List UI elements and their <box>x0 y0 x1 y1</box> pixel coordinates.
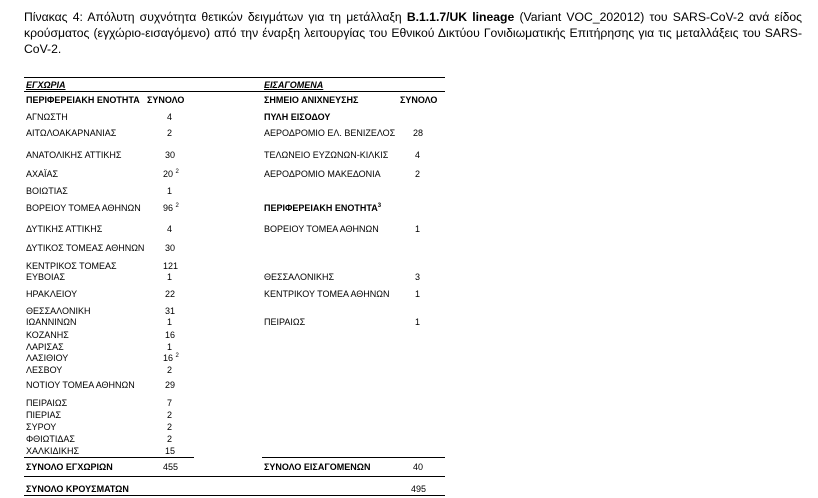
table-row <box>26 224 102 234</box>
table-row-value: 7 <box>167 398 173 408</box>
table-row <box>26 112 68 122</box>
region-name: ΣΥΡΟΥ <box>26 422 57 432</box>
region-name: ΛΑΡΙΣΑΣ <box>26 342 64 352</box>
table-row-value: 2 <box>167 422 173 432</box>
imported-total-rule <box>262 457 445 458</box>
table-row <box>26 380 135 390</box>
list-item: ΒΟΡΕΙΟΥ ΤΟΜΕΑ ΑΘΗΝΩΝ <box>264 224 379 234</box>
table-row <box>26 272 65 282</box>
region-name: ΦΘΙΩΤΙΔΑΣ <box>26 434 75 444</box>
region-name: ΠΕΙΡΑΙΩΣ <box>26 398 68 408</box>
imported-col-point: ΣΗΜΕΙΟ ΑΝΙΧΝΕΥΣΗΣ <box>264 95 359 105</box>
region-name: ΑΧΑΪΑΣ <box>26 169 59 179</box>
table-row-value: 2 <box>167 434 173 444</box>
caption-suffix: (Variant VOC_202012) του SARS-CoV-2 ανά είδος κρούσματος (εγχώριο-εισαγόμενο) από την έναρξη λειτουργίας του Εθνικού Δικτύου Γονιδιωματικής Επιτήρησης για τις μεταλλάξεις του SARS-CoV-2. <box>24 10 802 56</box>
table-row-value: 4 <box>167 224 173 234</box>
table-row-value: 15 <box>165 446 176 456</box>
caption-prefix: Πίνακας 4: Απόλυτη συχνότητα θετικών δειγμάτων για τη μετάλλαξη <box>24 10 407 24</box>
table-row-value: 30 <box>165 150 176 160</box>
table-row-value: 16 <box>165 330 176 340</box>
imported-col-total: ΣΥΝΟΛΟ <box>400 95 438 105</box>
region-name: ΑΙΤΩΛΟΑΚΑΡΝΑΝΙΑΣ <box>26 128 117 138</box>
region-name: ΕΥΒΟΙΑΣ <box>26 272 66 282</box>
region-name: ΗΡΑΚΛΕΙΟΥ <box>26 289 78 299</box>
table-row <box>26 169 58 179</box>
region-name: ΝΟΤΙΟΥ ΤΟΜΕΑ ΑΘΗΝΩΝ <box>26 380 135 390</box>
list-item-value: 3 <box>415 272 421 282</box>
list-item: ΑΕΡΟΔΡΟΜΙΟ ΜΑΚΕΔΟΝΙΑ <box>264 169 381 179</box>
region-name: ΘΕΣΣΑΛΟΝΙΚΗ <box>26 306 91 316</box>
caption-lineage: B.1.1.7/UK lineage <box>406 10 515 24</box>
table-row <box>26 353 68 363</box>
entry-heading: ΠΥΛΗ ΕΙΣΟΔΟΥ <box>264 112 331 122</box>
list-item-value: 1 <box>415 289 421 299</box>
region-name: ΚΕΝΤΡΙΚΟΣ ΤΟΜΕΑΣ <box>26 261 117 271</box>
list-item: ΘΕΣΣΑΛΟΝΙΚΗΣ <box>264 272 335 282</box>
table-row-value: 30 <box>165 243 176 253</box>
list-item-value: 28 <box>413 128 424 138</box>
domestic-col-total: ΣΥΝΟΛΟ <box>147 95 185 105</box>
table-row <box>26 434 75 444</box>
domestic-total-label: ΣΥΝΟΛΟ ΕΓΧΩΡΙΩΝ <box>26 462 113 472</box>
table-row <box>26 203 141 213</box>
table-row <box>26 150 122 160</box>
region-name: ΧΑΛΚΙΔΙΚΗΣ <box>26 446 80 456</box>
table-row-value: 1 <box>167 342 173 352</box>
list-item: ΑΕΡΟΔΡΟΜΙΟ ΕΛ. ΒΕΝΙΖΕΛΟΣ <box>264 128 396 138</box>
region-name: ΑΓΝΩΣΤΗ <box>26 112 68 122</box>
table-row <box>26 410 61 420</box>
table-row <box>26 342 64 352</box>
list-item: ΠΕΙΡΑΙΩΣ <box>264 317 306 327</box>
list-item-value: 1 <box>415 317 421 327</box>
table-row <box>26 330 69 340</box>
table-row <box>26 261 117 271</box>
table-row <box>26 289 77 299</box>
region-name: ΚΟΖΑΝΗΣ <box>26 330 69 340</box>
table-row-value: 29 <box>165 380 176 390</box>
imported-total-label: ΣΥΝΟΛΟ ΕΙΣΑΓΟΜΕΝΩΝ <box>264 462 371 472</box>
table-row <box>26 446 79 456</box>
table-row-value: 96 $^2$ <box>163 203 179 213</box>
table-row <box>26 398 67 408</box>
table-row <box>26 365 62 375</box>
list-item-value: 2 <box>415 169 421 179</box>
table-row <box>26 317 76 327</box>
region-heading: ΠΕΡΙΦΕΡΕΙΑΚΗ ΕΝΟΤΗΤΑ$^3$ <box>264 203 382 213</box>
grand-total-label: ΣΥΝΟΛΟ ΚΡΟΥΣΜΑΤΩΝ <box>26 484 129 494</box>
imported-total-value: 40 <box>413 462 424 472</box>
table-row <box>26 422 56 432</box>
table-row <box>26 186 68 196</box>
grand-total-rule-bottom <box>24 495 445 496</box>
table-row-value: 22 <box>165 289 176 299</box>
domestic-col-region: ΠΕΡΙΦΕΡΕΙΑΚΗ ΕΝΟΤΗΤΑ <box>26 95 140 105</box>
region-name: ΑΝΑΤΟΛΙΚΗΣ ΑΤΤΙΚΗΣ <box>26 150 122 160</box>
table-row-value: 2 <box>167 410 173 420</box>
table-row-value: 16 $^2$ <box>163 353 179 363</box>
table-row-value: 1 <box>167 272 173 282</box>
region-name: ΔΥΤΙΚΗΣ ΑΤΤΙΚΗΣ <box>26 224 103 234</box>
region-name: ΒΟΙΩΤΙΑΣ <box>26 186 68 196</box>
region-name: ΛΕΣΒΟΥ <box>26 365 63 375</box>
grand-total-rule-top <box>24 476 445 477</box>
region-name: ΒΟΡΕΙΟΥ ΤΟΜΕΑ ΑΘΗΝΩΝ <box>26 203 141 213</box>
table-row-value: 2 <box>167 365 173 375</box>
region-name: ΠΙΕΡΙΑΣ <box>26 410 62 420</box>
imported-section-title: ΕΙΣΑΓΟΜΕΝΑ <box>264 80 324 90</box>
variant-table <box>24 0 445 498</box>
table-row-value: 4 <box>167 112 173 122</box>
domestic-total-rule <box>24 457 194 458</box>
list-item: ΤΕΛΩΝΕΙΟ ΕΥΖΩΝΩΝ-ΚΙΛΚΙΣ <box>264 150 389 160</box>
table-row-value: 121 <box>163 261 179 271</box>
region-name: ΙΩΑΝΝΙΝΩΝ <box>26 317 77 327</box>
table-row <box>26 306 90 316</box>
table-row-value: 1 <box>167 317 173 327</box>
domestic-total-value: 455 <box>163 462 179 472</box>
region-name: ΔΥΤΙΚΟΣ ΤΟΜΕΑΣ ΑΘΗΝΩΝ <box>26 243 145 253</box>
table-row-value: 2 <box>167 128 173 138</box>
list-item-value: 1 <box>415 224 421 234</box>
domestic-section-title: ΕΓΧΩΡΙΑ <box>26 80 66 90</box>
table-row-value: 31 <box>165 306 176 316</box>
table-top-rule <box>24 77 445 78</box>
table-row <box>26 243 144 253</box>
section-rule <box>24 91 445 92</box>
table-row-value: 20 $^2$ <box>163 169 179 179</box>
grand-total-value: 495 <box>411 484 427 494</box>
list-item: ΚΕΝΤΡΙΚΟΥ ΤΟΜΕΑ ΑΘΗΝΩΝ <box>264 289 390 299</box>
table-row-value: 1 <box>167 186 173 196</box>
table-row <box>26 128 116 138</box>
region-name: ΛΑΣΙΘΙΟΥ <box>26 353 69 363</box>
list-item-value: 4 <box>415 150 421 160</box>
